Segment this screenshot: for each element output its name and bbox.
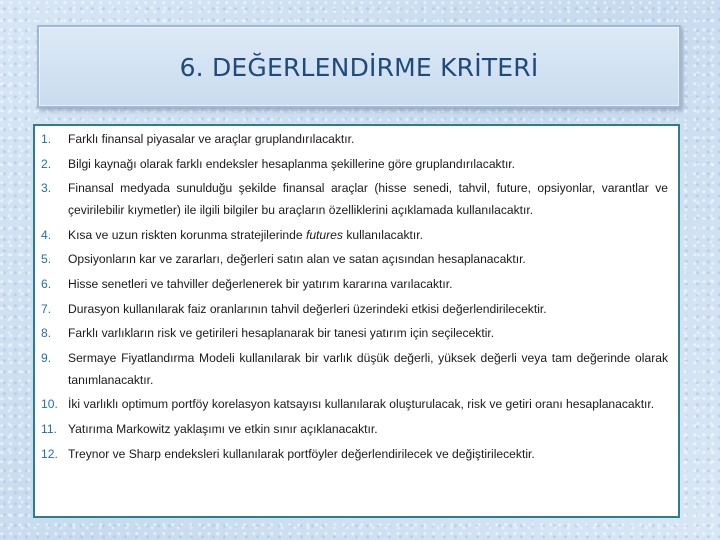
item-number: 3. [41,181,52,196]
list-item [41,224,668,246]
item-number: 6. [41,276,52,291]
title-box [37,25,681,108]
item-text-part: Kısa ve uzun riskten korunma stratejilerinde [68,227,306,242]
item-number: 8. [41,326,52,341]
item-text: Durasyon kullanılarak faiz oranlarının tahvil değerleri üzerindeki etkisi değerlendirilecektir. [68,301,547,316]
item-number: 12. [41,446,58,461]
item-number: 4. [41,227,52,242]
item-text [68,224,668,246]
item-text-part: kullanılacaktır. [342,227,423,242]
item-number: 11. [41,421,57,436]
item-text: Sermaye Fiyatlandırma Modeli kullanılarak bir varlık düşük değerli, yüksek değerli veya tam değerinde olarak tanımlanacaktır. [68,350,668,387]
item-text: Yatırıma Markowitz yaklaşımı ve etkin sınır açıklanacaktır. [68,421,378,436]
item-text-italic: futures [305,227,343,242]
list-item [41,273,668,295]
item-number: 9. [41,350,52,365]
list-item [41,177,668,221]
list-item [41,248,668,270]
slide-title: 6. DEĞERLENDİRME KRİTERİ [179,53,539,82]
list-item [41,418,668,440]
item-number: 5. [41,252,52,267]
item-number: 2. [41,156,52,171]
item-number: 1. [41,132,52,146]
item-text: Finansal medyada sunulduğu şekilde finansal araçlar (hisse senedi, tahvil, future, opsiyonlar, varantlar ve çevirilebilir kıymetler) ile ilgili bilgiler bu araçların özelliklerini açıklamada kullanılacaktır. [68,181,668,218]
item-text: Hisse senetleri ve tahviller değerlenerek bir yatırım kararına varılacaktır. [68,276,453,291]
list-item [41,128,668,150]
criteria-box [33,124,680,518]
list-item [41,153,668,175]
item-text: İki varlıklı optimum portföy korelasyon katsayısı kullanılarak oluşturulacak, risk ve getiri oranı hesaplanacaktır. [68,397,655,412]
item-text: Farklı finansal piyasalar ve araçlar gruplandırılacaktır. [68,132,355,146]
item-text: Opsiyonların kar ve zararları, değerleri satın alan ve satan açısından hesaplanacaktır. [68,252,526,267]
item-text: Bilgi kaynağı olarak farklı endeksler hesaplanma şekillerine göre gruplandırılacaktır. [68,156,516,171]
item-text: Treynor ve Sharp endeksleri kullanılarak portföyler değerlendirilecek ve değiştirilecektir. [68,446,535,461]
item-number: 7. [41,301,52,316]
list-item [41,298,668,320]
list-item [41,393,668,415]
list-item [41,347,668,391]
list-item [41,443,668,465]
criteria-list [41,128,668,465]
item-text: Farklı varlıkların risk ve getirileri hesaplanarak bir tanesi yatırım için seçilecektir. [68,326,495,341]
item-number: 10. [41,397,58,412]
list-item [41,322,668,344]
